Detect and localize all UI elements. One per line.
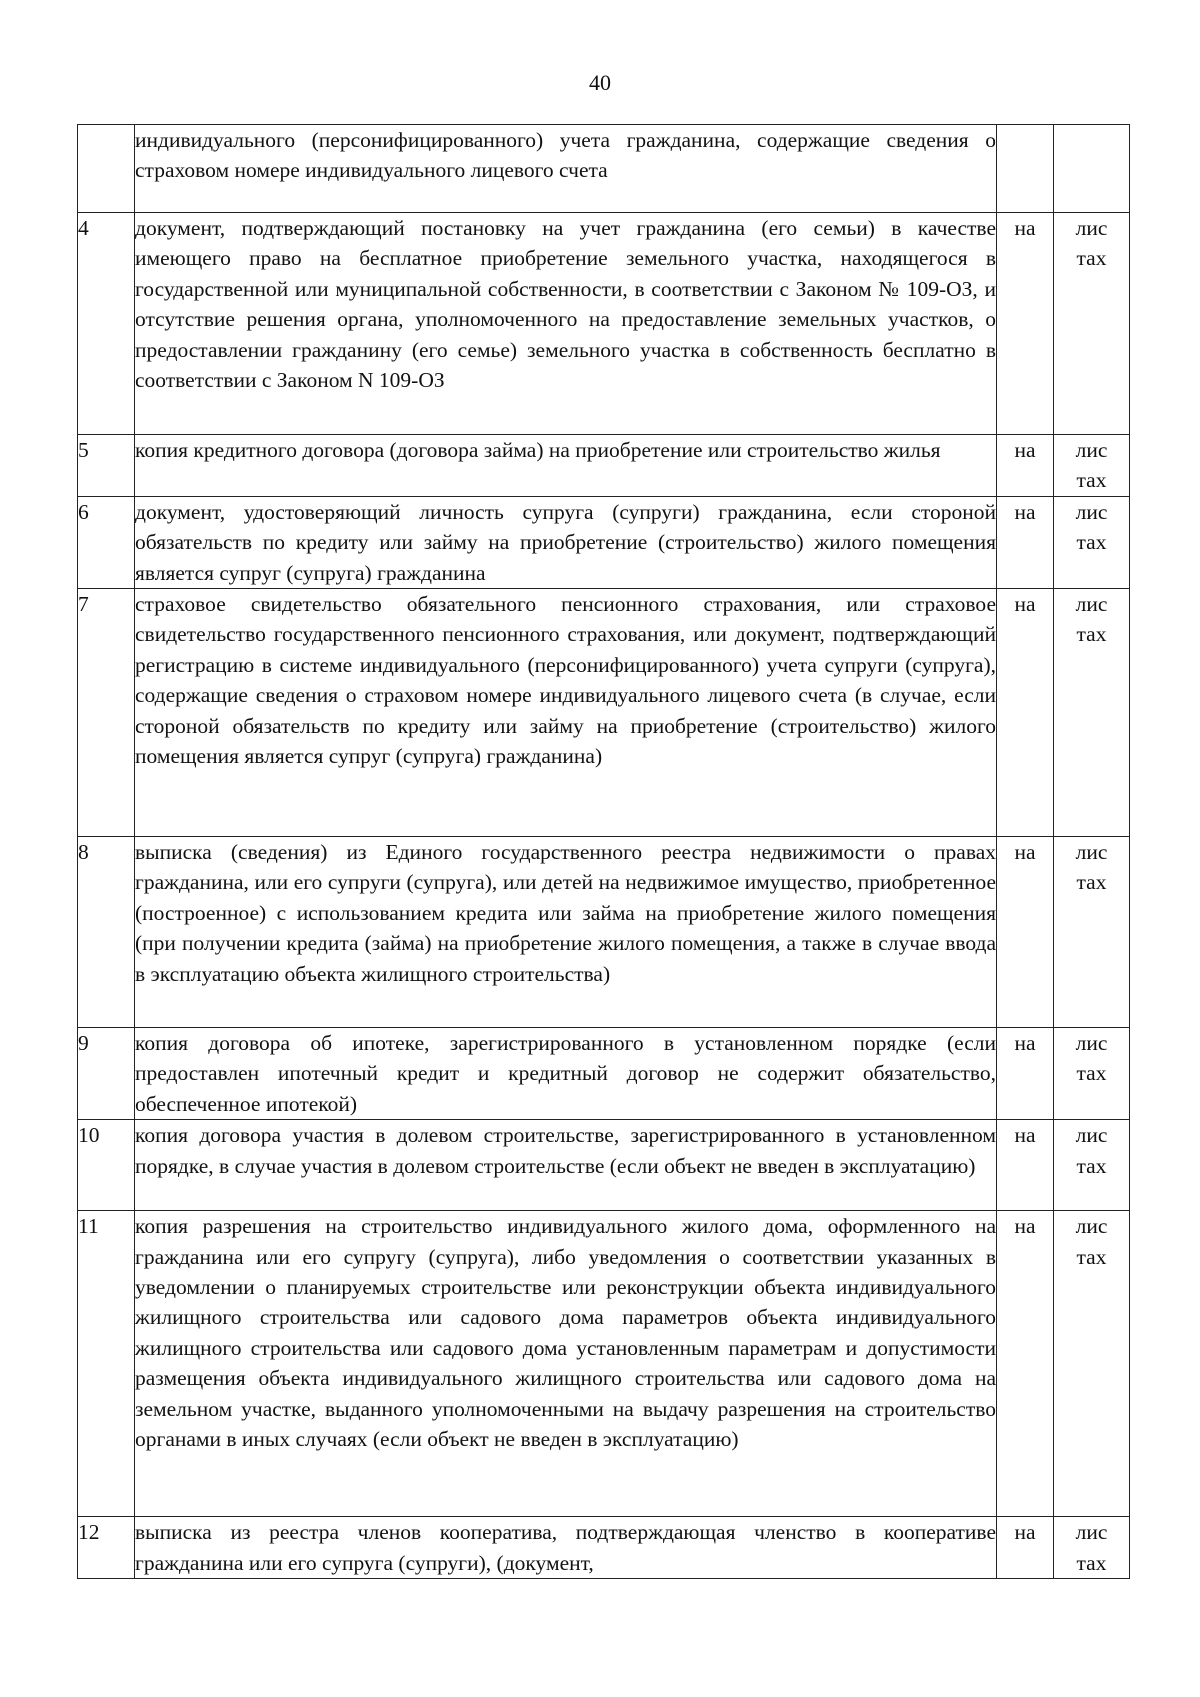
sheets-label: лис тах <box>1054 1517 1130 1579</box>
table-row <box>78 435 1130 497</box>
document-description: копия договора участия в долевом строительстве, зарегистрированного в установленном порядке, в случае участия в долевом строительстве (если объект не введен в эксплуатацию) <box>135 1120 997 1211</box>
row-number: 7 <box>78 589 135 837</box>
row-number: 5 <box>78 435 135 497</box>
sheets-label: лис тах <box>1054 1028 1130 1120</box>
row-number: 4 <box>78 213 135 435</box>
sheets-prefix: на <box>997 589 1054 837</box>
sheets-prefix: на <box>997 496 1054 588</box>
page-number: 40 <box>589 70 611 95</box>
table-row <box>78 213 1130 435</box>
sheets-prefix: на <box>997 1028 1054 1120</box>
document-description: документ, подтверждающий постановку на учет гражданина (его семьи) в качестве имеющего право на бесплатное приобретение земельного участка, находящегося в государственной или муниципальной собственности, в соответствии с Законом № 109-ОЗ, и отсутствие решения органа, уполномоченного на предоставление земельных участков, о предоставлении гражданину (его семье) земельного участка в собственность бесплатно в соответствии с Законом N 109-ОЗ <box>135 213 997 435</box>
table-row <box>78 125 1130 213</box>
table-row <box>78 496 1130 588</box>
sheets-prefix <box>997 125 1054 213</box>
sheets-prefix: на <box>997 1211 1054 1517</box>
sheets-label: лис тах <box>1054 837 1130 1028</box>
document-description: документ, удостоверяющий личность супруга (супруги) гражданина, если стороной обязательств по кредиту или займу на приобретение (строительство) жилого помещения является супруг (супруга) гражданина <box>135 496 997 588</box>
document-description: копия договора об ипотеке, зарегистрированного в установленном порядке (если предоставлен ипотечный кредит и кредитный договор не содержит обязательство, обеспеченное ипотекой) <box>135 1028 997 1120</box>
table-row <box>78 1028 1130 1120</box>
sheets-label: лис тах <box>1054 589 1130 837</box>
table-row <box>78 1120 1130 1211</box>
sheets-label: лис тах <box>1054 496 1130 588</box>
document-description: выписка из реестра членов кооператива, подтверждающая членство в кооперативе гражданина или его супруга (супруги), (документ, <box>135 1517 997 1579</box>
table-row <box>78 1517 1130 1579</box>
sheets-prefix: на <box>997 1517 1054 1579</box>
table-row <box>78 1211 1130 1517</box>
row-number: 12 <box>78 1517 135 1579</box>
document-description: выписка (сведения) из Единого государственного реестра недвижимости о правах гражданина, или его супруги (супруга), или детей на недвижимое имущество, приобретенное (построенное) с использованием кредита или займа на приобретение жилого помещения (при получении кредита (займа) на приобретение жилого помещения, а также в случае ввода в эксплуатацию объекта жилищного строительства) <box>135 837 997 1028</box>
document-description: индивидуального (персонифицированного) учета гражданина, содержащие сведения о страховом номере индивидуального лицевого счета <box>135 125 997 213</box>
row-number: 6 <box>78 496 135 588</box>
row-number: 11 <box>78 1211 135 1517</box>
sheets-label <box>1054 125 1130 213</box>
row-number: 10 <box>78 1120 135 1211</box>
row-number: 9 <box>78 1028 135 1120</box>
sheets-label: лис тах <box>1054 435 1130 497</box>
sheets-label: лис тах <box>1054 1211 1130 1517</box>
sheets-prefix: на <box>997 435 1054 497</box>
sheets-label: лис тах <box>1054 1120 1130 1211</box>
table-row <box>78 837 1130 1028</box>
row-number: 8 <box>78 837 135 1028</box>
sheets-prefix: на <box>997 213 1054 435</box>
sheets-prefix: на <box>997 837 1054 1028</box>
document-description: копия кредитного договора (договора займа) на приобретение или строительство жилья <box>135 435 997 497</box>
document-description: копия разрешения на строительство индивидуального жилого дома, оформленного на гражданина или его супругу (супруга), либо уведомления о соответствии указанных в уведомлении о планируемых строительстве или реконструкции объекта индивидуального жилищного строительства или садового дома параметров объекта индивидуального жилищного строительства или садового дома установленным параметрам и допустимости размещения объекта индивидуального жилищного строительства или садового дома на земельном участке, выданного уполномоченными на выдачу разрешения на строительство органами в иных случаях (если объект не введен в эксплуатацию) <box>135 1211 997 1517</box>
table-row <box>78 589 1130 837</box>
sheets-label: лис тах <box>1054 213 1130 435</box>
row-number <box>78 125 135 213</box>
documents-table <box>77 124 1130 1579</box>
document-description: страховое свидетельство обязательного пенсионного страхования, или страховое свидетельство государственного пенсионного страхования, или документ, подтверждающий регистрацию в системе индивидуального (персонифицированного) учета супруги (супруга), содержащие сведения о страховом номере индивидуального лицевого счета (в случае, если стороной обязательств по кредиту или займу на приобретение (строительство) жилого помещения является супруг (супруга) гражданина) <box>135 589 997 837</box>
sheets-prefix: на <box>997 1120 1054 1211</box>
